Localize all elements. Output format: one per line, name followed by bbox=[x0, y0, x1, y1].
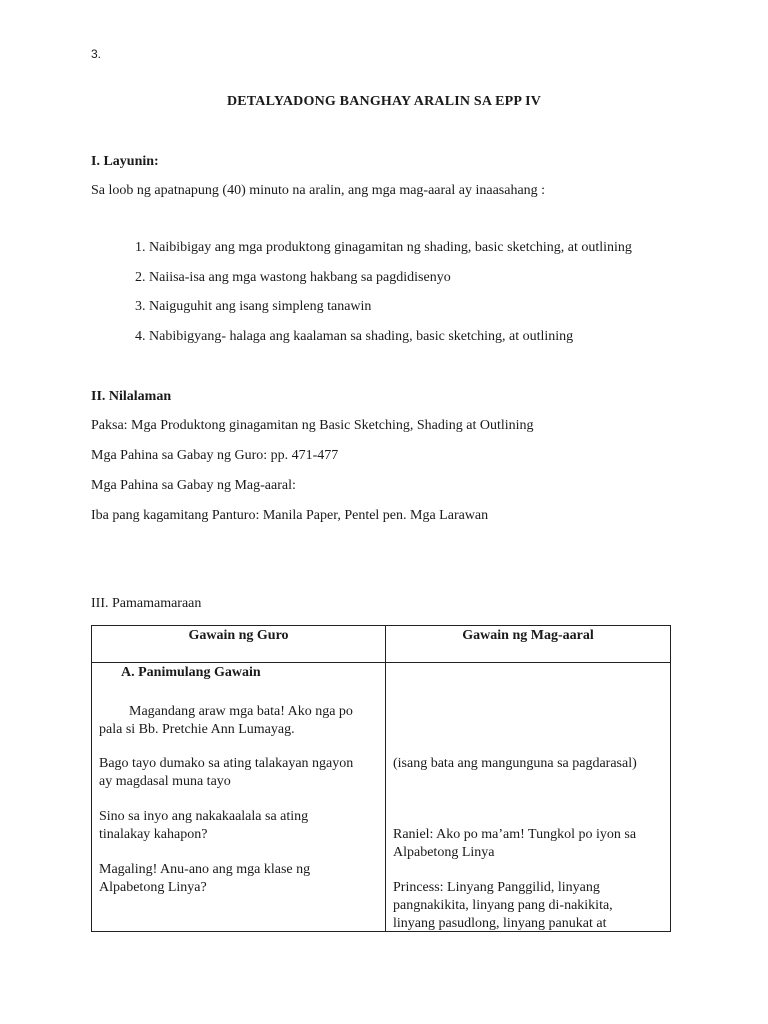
student-line: Princess: Linyang Panggilid, linyang bbox=[393, 880, 600, 895]
teacher-line: ay magdasal muna tayo bbox=[99, 774, 231, 789]
student-line: linyang pasudlong, linyang panukat at bbox=[393, 916, 607, 931]
section-2-heading: II. Nilalaman bbox=[91, 389, 172, 404]
student-activity-cell bbox=[386, 663, 671, 932]
objectives-list bbox=[135, 240, 632, 358]
student-column-header: Gawain ng Mag-aaral bbox=[386, 626, 671, 663]
objective-item: 1. Naibibigay ang mga produktong ginagamitan ng shading, basic sketching, at outlining bbox=[135, 240, 632, 255]
section-1-heading: I. Layunin: bbox=[91, 154, 159, 169]
teacher-line: Sino sa inyo ang nakakaalala sa ating bbox=[99, 809, 309, 824]
activity-subheading: A. Panimulang Gawain bbox=[121, 665, 261, 680]
student-line: (isang bata ang mangunguna sa pagdarasal) bbox=[393, 756, 637, 771]
content-materials: Iba pang kagamitang Panturo: Manila Paper, Pentel pen. Mga Larawan bbox=[91, 508, 489, 523]
student-line: Raniel: Ako po ma’am! Tungkol po iyon sa bbox=[393, 827, 637, 842]
teacher-activity-cell bbox=[92, 663, 386, 932]
content-topic: Paksa: Mga Produktong ginagamitan ng Basic Sketching, Shading at Outlining bbox=[91, 418, 534, 433]
procedure-table bbox=[91, 625, 671, 932]
teacher-line: pala si Bb. Pretchie Ann Lumayag. bbox=[99, 722, 295, 737]
table-header-row bbox=[92, 626, 671, 663]
teacher-line: Magandang araw mga bata! Ako nga po bbox=[129, 704, 353, 719]
objective-item: 3. Naiguguhit ang isang simpleng tanawin bbox=[135, 299, 372, 315]
content-student-guide-pages: Mga Pahina sa Gabay ng Mag-aaral: bbox=[91, 478, 296, 493]
teacher-line: Alpabetong Linya? bbox=[99, 880, 207, 895]
content-teacher-guide-pages: Mga Pahina sa Gabay ng Guro: pp. 471-477 bbox=[91, 448, 339, 463]
teacher-line: tinalakay kahapon? bbox=[99, 827, 208, 842]
teacher-column-header: Gawain ng Guro bbox=[92, 626, 386, 663]
student-line: Alpabetong Linya bbox=[393, 845, 495, 860]
objectives-intro: Sa loob ng apatnapung (40) minuto na aralin, ang mga mag-aaral ay inaasahang : bbox=[91, 183, 546, 198]
student-line: pangnakikita, linyang pang di-nakikita, bbox=[393, 898, 613, 913]
section-3-heading: III. Pamamamaraan bbox=[91, 596, 202, 611]
objective-item: 2. Naiisa-isa ang mga wastong hakbang sa pagdidisenyo bbox=[135, 269, 451, 285]
table-row bbox=[92, 663, 671, 932]
page-number: 3. bbox=[91, 47, 102, 61]
teacher-line: Magaling! Anu-ano ang mga klase ng bbox=[99, 862, 311, 877]
document-title: DETALYADONG BANGHAY ARALIN SA EPP IV bbox=[226, 94, 542, 109]
teacher-line: Bago tayo dumako sa ating talakayan ngayon bbox=[99, 756, 354, 771]
objective-item: 4. Nabibigyang- halaga ang kaalaman sa shading, basic sketching, at outlining bbox=[135, 328, 574, 344]
